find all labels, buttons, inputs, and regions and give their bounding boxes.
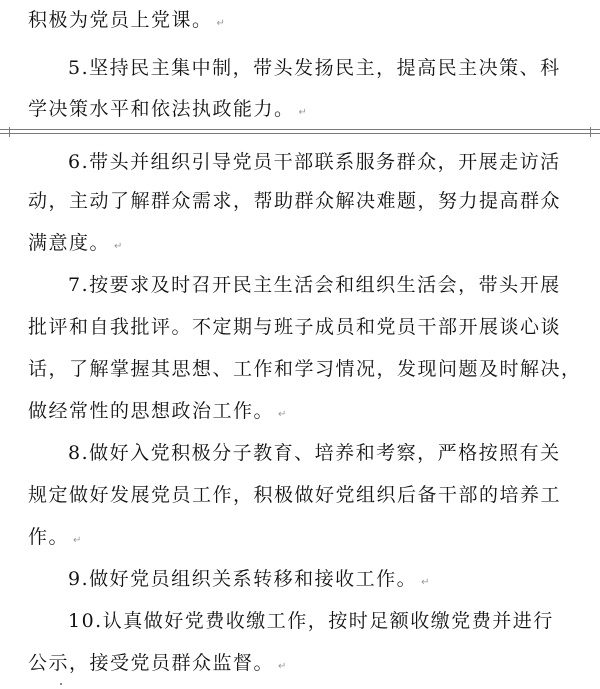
text-line: 5.坚持民主集中制，带头发扬民主，提高民主决策、科 <box>68 57 561 79</box>
text-line: 批评和自我批评。不定期与班子成员和党员干部开展谈心谈 <box>28 316 562 338</box>
text-line: 规定做好发展党员工作，积极做好党组织后备干部的培养工 <box>28 484 562 506</box>
text-line: 7.按要求及时召开民主生活会和组织生活会，带头开展 <box>68 274 561 296</box>
paragraph-mark-icon: ↵ <box>278 409 287 420</box>
text-line: 6.带头并组织引导党员干部联系服务群众，开展走访活 <box>68 151 561 173</box>
text-line: 作。 ↵ <box>28 526 82 548</box>
paragraph-mark-icon: ↵ <box>114 241 123 252</box>
text-line: 10.认真做好党费收缴工作，按时足额收缴党费并进行 <box>68 610 554 632</box>
page-break-rule <box>0 133 600 134</box>
text-line: 学决策水平和依法执政能力。 ↵ <box>28 98 307 120</box>
page-break-rule <box>0 129 600 130</box>
paragraph-mark-icon: ↵ <box>216 18 225 29</box>
text-line: 话，了解掌握其思想、工作和学习情况，发现问题及时解决， <box>28 358 582 380</box>
text-line: 公示，接受党员群众监督。 ↵ <box>28 652 287 674</box>
text-line: 积极为党员上党课。 ↵ <box>28 9 225 31</box>
text-line: 动，主动了解群众需求，帮助群众解决难题，努力提高群众 <box>28 190 562 212</box>
text-line: 做经常性的思想政治工作。 ↵ <box>28 400 287 422</box>
text-cursor-marker <box>60 683 62 685</box>
paragraph-mark-icon: ↵ <box>278 661 287 672</box>
text-line: 8.做好入党积极分子教育、培养和考察，严格按照有关 <box>68 442 561 464</box>
paragraph-mark-icon: ↵ <box>421 577 430 588</box>
text-line: 9.做好党员组织关系转移和接收工作。 ↵ <box>68 568 430 590</box>
page-break-cap <box>590 127 600 137</box>
page-break-separator <box>0 129 600 135</box>
page-break-cap <box>0 127 10 137</box>
text-line: 满意度。 ↵ <box>28 232 123 254</box>
paragraph-mark-icon: ↵ <box>73 535 82 546</box>
paragraph-mark-icon: ↵ <box>298 107 307 118</box>
